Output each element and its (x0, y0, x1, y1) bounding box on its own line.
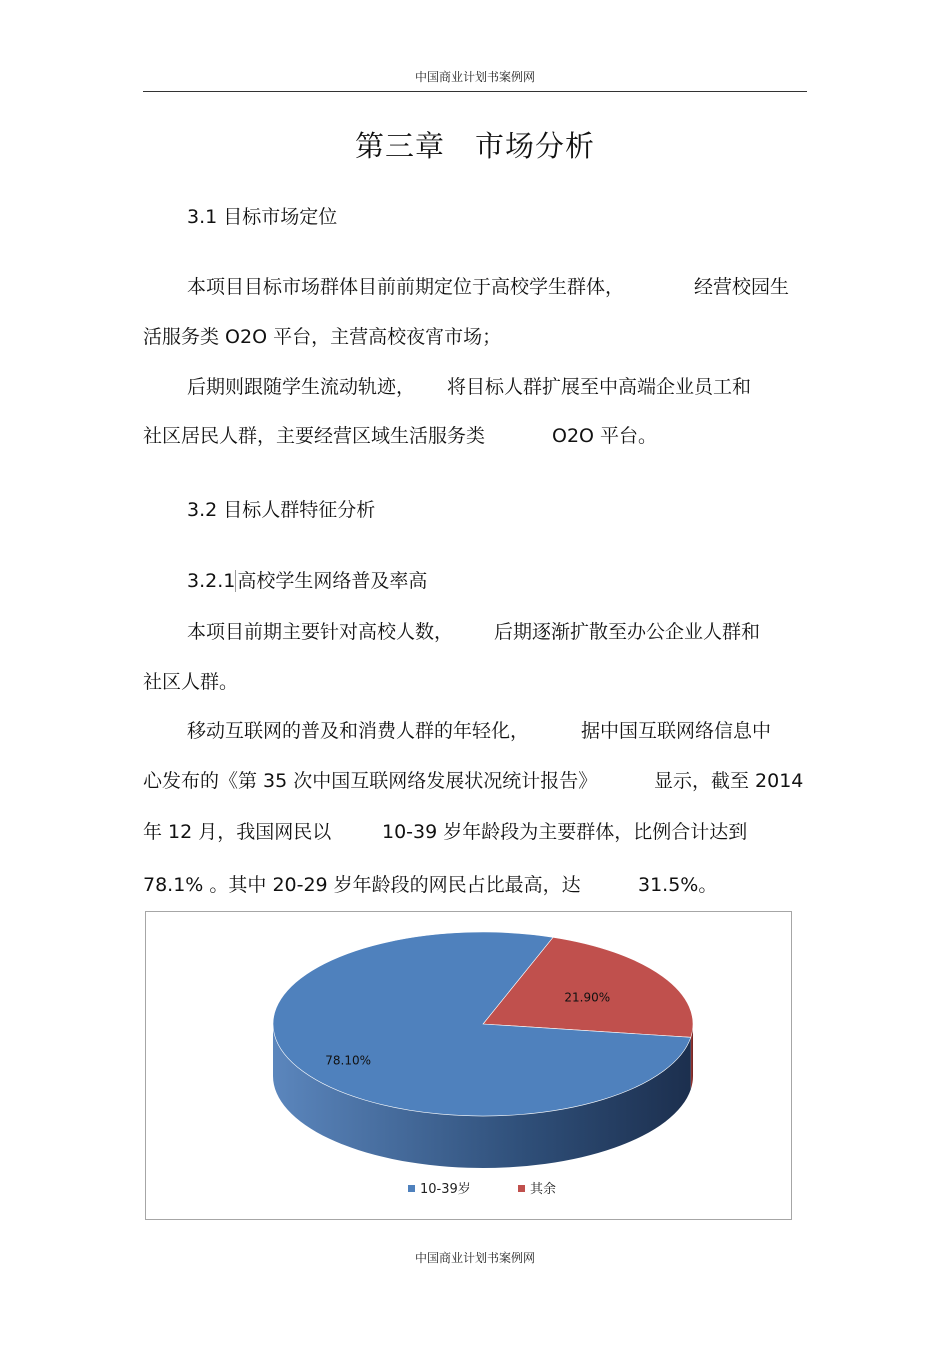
subsection-heading-3-2-1 (187, 569, 427, 593)
para-3-1-1-line1a: 本项目目标市场群体目前前期定位于高校学生群体， (187, 276, 625, 298)
para-3-2-1-line1b: 后期逐渐扩散至办公企业人群和 (494, 621, 761, 643)
pie-chart (146, 912, 791, 1219)
para-3-2-2-line4a: 78.1% 。其中 20-29 岁年龄段的网民占比最高，达 (143, 874, 581, 896)
para-3-2-2-line1a: 移动互联网的普及和消费人群的年轻化， (187, 720, 530, 742)
legend-label-other: 其余 (530, 1182, 557, 1197)
para-3-2-2-line2b: 显示，截至 2014 (654, 770, 804, 792)
para-3-1-2-line1b: 将目标人群扩展至中高端企业员工和 (447, 376, 752, 398)
legend-swatch-other (518, 1185, 525, 1192)
pie-top (273, 932, 693, 1116)
para-3-2-1-line1a: 本项目前期主要针对高校人数， (187, 621, 454, 643)
para-3-2-1-line2: 社区人群。 (143, 671, 239, 693)
para-3-2-2-line3a: 年 12 月，我国网民以 (143, 821, 332, 843)
para-3-2-2-line4b: 31.5%。 (638, 874, 718, 896)
section-heading-3-2: 3.2 目标人群特征分析 (187, 499, 376, 521)
header-rule (143, 91, 807, 92)
pie-data-label-other: 21.90% (564, 990, 611, 1005)
para-3-1-2-line2a: 社区居民人群，主要经营区域生活服务类 (143, 425, 486, 447)
para-3-2-2-line3b: 10-39 岁年龄段为主要群体，比例合计达到 (382, 821, 748, 843)
subsection-title: 高校学生网络普及率高 (237, 570, 428, 592)
para-3-2-2-line1b: 据中国互联网络信息中 (581, 720, 772, 742)
page-footer: 中国商业计划书案例网 (414, 1251, 535, 1265)
pie-legend (408, 1181, 556, 1197)
para-3-1-2-line1a: 后期则跟随学生流动轨迹， (187, 376, 416, 398)
page-header: 中国商业计划书案例网 (414, 70, 535, 84)
para-3-1-1-line2: 活服务类 O2O 平台，主营高校夜宵市场； (143, 326, 502, 348)
section-heading-3-1: 3.1 目标市场定位 (187, 206, 338, 228)
pie-data-label-10-39: 78.10% (325, 1053, 372, 1068)
para-3-1-2-line2b: O2O 平台。 (552, 425, 658, 447)
pie-chart-frame (145, 911, 792, 1220)
chapter-title: 第三章 市场分析 (354, 129, 595, 163)
subsection-number: 3.2.1 (187, 570, 236, 592)
para-3-2-2-line2a: 心发布的《第 35 次中国互联网络发展状况统计报告》 (143, 770, 598, 792)
legend-label-10-39: 10-39岁 (420, 1182, 471, 1197)
legend-swatch-10-39 (408, 1185, 415, 1192)
para-3-1-1-line1b: 经营校园生 (694, 276, 790, 298)
